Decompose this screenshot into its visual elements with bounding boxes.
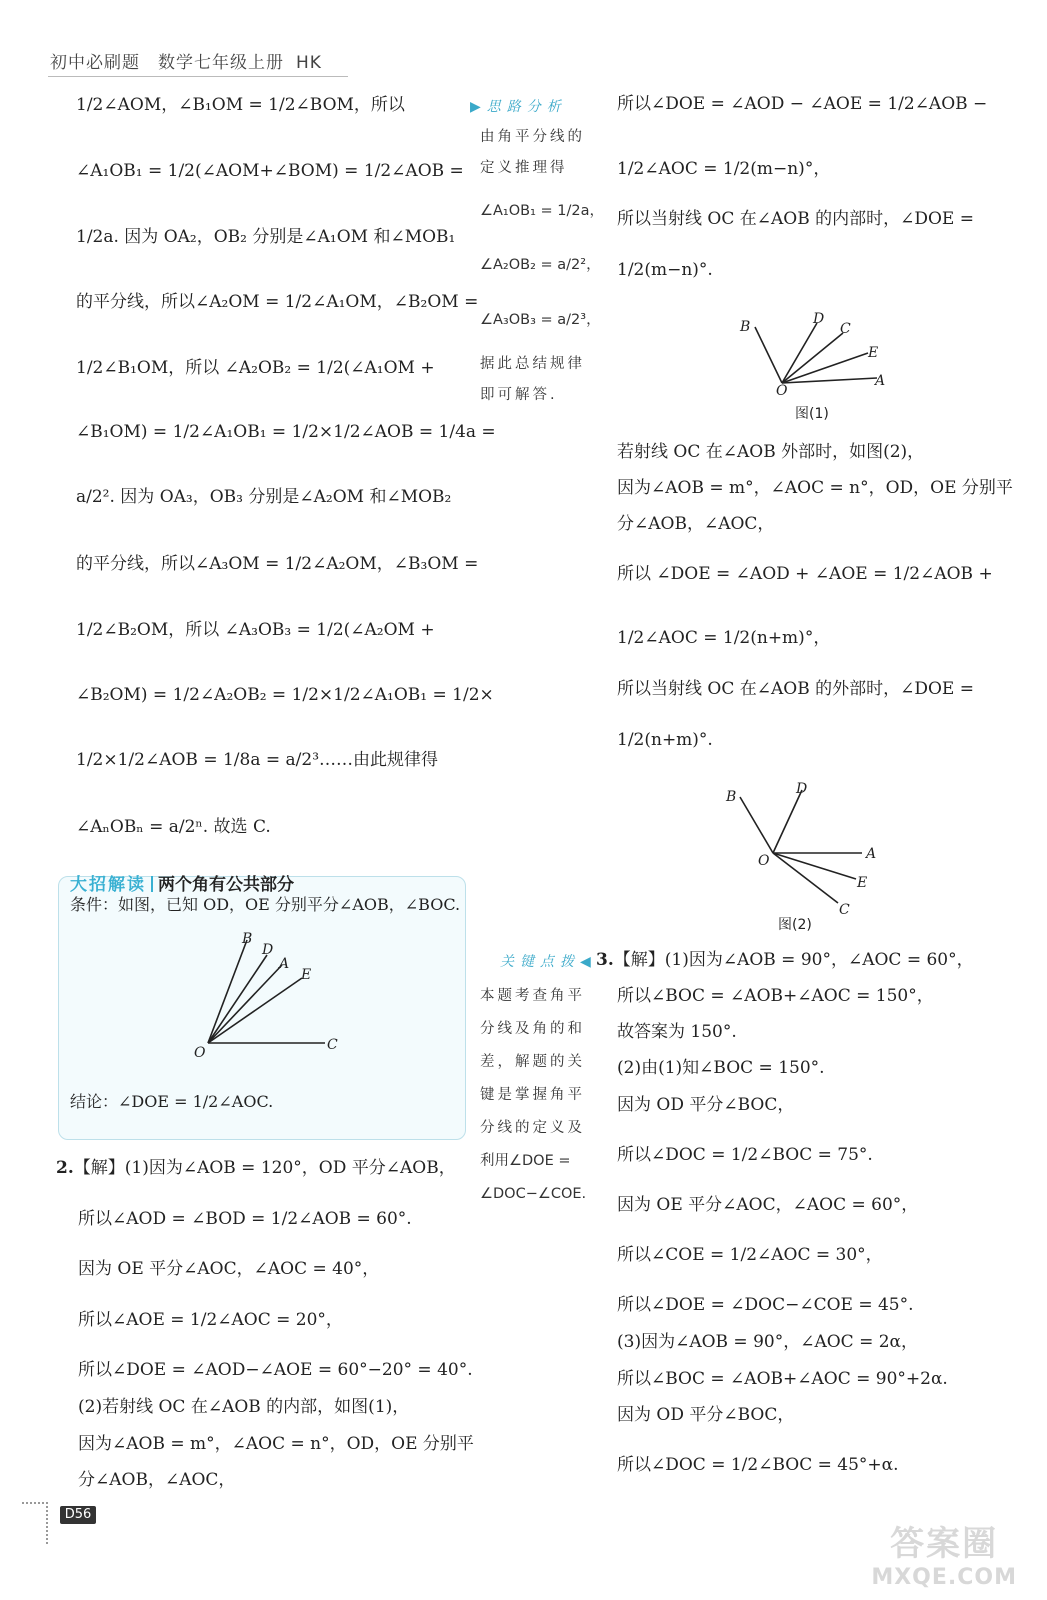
sidenote-line: 分线及角的和: [480, 1021, 585, 1037]
header-rule: [48, 76, 348, 77]
sidenote-line: 利用∠DOE =: [480, 1153, 571, 1169]
text-line: 1/2a. 因为 OA₂，OB₂ 分别是∠A₁OM 和∠MOB₁: [76, 227, 456, 247]
sidenote-tag-keypoint: 关键点拨◀: [500, 954, 597, 970]
text-line: 【解】(1)因为∠AOB = 120°，OD 平分∠AOB，: [73, 1158, 456, 1178]
text-line: ∠B₂OM) = 1/2∠A₂OB₂ = 1/2×1/2∠A₁OB₁ = 1/2×: [76, 685, 494, 705]
watermark-url: MXQE.COM: [871, 1565, 1017, 1590]
figure-1-caption: 图(1): [795, 406, 829, 422]
point-label: E: [301, 967, 312, 983]
figure-2-diagram: [720, 775, 885, 915]
text-line: 若射线 OC 在∠AOB 外部时，如图(2)，: [617, 442, 925, 462]
question-2-first-line: [56, 1156, 456, 1180]
text-line: 因为 OD 平分∠BOC，: [617, 1095, 795, 1115]
text-line: 所以∠BOC = ∠AOB+∠AOC = 150°，: [617, 986, 934, 1006]
text-line: 故答案为 150°.: [617, 1022, 737, 1042]
text-line: 分∠AOB，∠AOC，: [617, 514, 775, 534]
text-line: 分∠AOB，∠AOC，: [78, 1470, 236, 1490]
sidenote-line: 键是掌握角平: [480, 1087, 585, 1103]
point-label: O: [194, 1045, 206, 1061]
text-line: 所以 ∠DOE = ∠AOD + ∠AOE = 1/2∠AOB +: [617, 564, 993, 584]
point-label: A: [866, 846, 877, 862]
sidenote-line: 分线的定义及: [480, 1120, 585, 1136]
figure-1-diagram: [735, 305, 895, 400]
page-number: D56: [60, 1506, 96, 1524]
text-line: 因为 OE 平分∠AOC，∠AOC = 40°，: [78, 1259, 380, 1279]
text-line: ∠B₁OM) = 1/2∠A₁OB₁ = 1/2×1/2∠AOB = 1/4a =: [76, 422, 496, 442]
point-label: A: [875, 373, 886, 389]
edition-label: HK: [296, 53, 322, 73]
sidenote-line: 定义推理得: [480, 160, 568, 176]
point-label: D: [262, 942, 274, 958]
text-line: a/2². 因为 OA₃，OB₃ 分别是∠A₂OM 和∠MOB₂: [76, 487, 452, 507]
text-line: 所以∠DOE = ∠AOD − ∠AOE = 1/2∠AOB −: [617, 94, 988, 114]
text-line: 因为∠AOB = m°，∠AOC = n°，OD，OE 分别平: [617, 478, 1013, 498]
sidenote-line: ∠A₂OB₂ = a/2²，: [480, 257, 601, 273]
point-label: D: [796, 781, 808, 797]
text-line: 所以当射线 OC 在∠AOB 的内部时，∠DOE =: [617, 209, 974, 229]
text-line: 1/2∠B₂OM，所以 ∠A₃OB₃ = 1/2(∠A₂OM +: [76, 620, 435, 640]
text-line: 1/2∠AOC = 1/2(n+m)°，: [617, 628, 831, 648]
point-label: C: [840, 321, 851, 337]
sidenote-line: ∠A₃OB₃ = a/2³，: [480, 312, 601, 328]
text-line: 所以∠DOC = 1/2∠BOC = 45°+α.: [617, 1455, 899, 1475]
method-condition: 条件：如图，已知 OD，OE 分别平分∠AOB，∠BOC.: [70, 895, 461, 914]
watermark: [871, 1516, 1017, 1590]
sidenote-tag-analysis: ▶思路分析: [470, 99, 567, 115]
text-line: 所以∠AOD = ∠BOD = 1/2∠AOB = 60°.: [78, 1209, 412, 1229]
book-title: 初中必刷题 数学七年级上册: [50, 53, 284, 73]
text-line: 的平分线，所以∠A₂OM = 1/2∠A₁OM，∠B₂OM =: [76, 292, 479, 312]
text-line: 所以∠DOE = ∠AOD−∠AOE = 60°−20° = 40°.: [78, 1360, 473, 1380]
point-label: O: [776, 383, 788, 399]
point-label: C: [839, 902, 850, 915]
point-label: E: [857, 875, 868, 891]
text-line: 所以∠BOC = ∠AOB+∠AOC = 90°+2α.: [617, 1369, 948, 1389]
text-line: 所以∠DOE = ∠DOC−∠COE = 45°.: [617, 1295, 914, 1315]
point-label: A: [279, 956, 290, 972]
point-label: D: [813, 311, 825, 327]
text-line: 因为 OE 平分∠AOC，∠AOC = 60°，: [617, 1195, 919, 1215]
text-line: (2)若射线 OC 在∠AOB 的内部，如图(1)，: [78, 1397, 410, 1417]
method-box-subheading: 两个角有公共部分: [158, 875, 294, 895]
text-line: 因为 OD 平分∠BOC，: [617, 1405, 795, 1425]
question-number: 3.: [596, 950, 614, 970]
text-line: 1/2∠B₁OM，所以 ∠A₂OB₂ = 1/2(∠A₁OM +: [76, 358, 435, 378]
text-line: 所以∠COE = 1/2∠AOC = 30°，: [617, 1245, 883, 1265]
text-line: ∠A₁OB₁ = 1/2(∠AOM+∠BOM) = 1/2∠AOB =: [76, 161, 464, 181]
text-line: 1/2∠AOM，∠B₁OM = 1/2∠BOM，所以: [76, 95, 405, 115]
text-line: ∠AₙOBₙ = a/2ⁿ. 故选 C.: [76, 817, 271, 837]
sidenote-line: 本题考查角平: [480, 988, 585, 1004]
text-line: 1/2(n+m)°.: [617, 730, 713, 750]
sidenote-line: 差，解题的关: [480, 1054, 585, 1070]
point-label: B: [740, 319, 751, 335]
running-header: [50, 48, 322, 73]
point-label: B: [726, 789, 737, 805]
text-line: 的平分线，所以∠A₃OM = 1/2∠A₂OM，∠B₃OM =: [76, 554, 479, 574]
question-3-first-line: [596, 948, 974, 972]
text-line: 所以∠AOE = 1/2∠AOC = 20°，: [78, 1310, 343, 1330]
sidenote-line: 即可解答.: [480, 387, 558, 403]
watermark-text: 答案圈: [890, 1524, 999, 1564]
sidenote-line: ∠DOC−∠COE.: [480, 1186, 587, 1202]
sidenote-line: ∠A₁OB₁ = 1/2a，: [480, 203, 604, 219]
method-conclusion: 结论：∠DOE = 1/2∠AOC.: [70, 1092, 274, 1111]
point-label: E: [868, 345, 879, 361]
method-box-heading: 大招解读: [70, 875, 146, 895]
question-number: 2.: [56, 1158, 74, 1178]
text-line: 所以当射线 OC 在∠AOB 的外部时，∠DOE =: [617, 679, 974, 699]
text-line: (2)由(1)知∠BOC = 150°.: [617, 1058, 825, 1078]
text-line: (3)因为∠AOB = 90°，∠AOC = 2α，: [617, 1332, 919, 1352]
point-label: B: [242, 931, 253, 947]
method-box-title: [70, 870, 294, 895]
angle-diagram-box: [180, 925, 360, 1065]
point-label: C: [327, 1037, 338, 1053]
sidenote-line: 由角平分线的: [480, 129, 585, 145]
text-line: 1/2(m−n)°.: [617, 260, 713, 280]
text-line: 1/2×1/2∠AOB = 1/8a = a/2³……由此规律得: [76, 750, 439, 770]
text-line: 【解】(1)因为∠AOB = 90°，∠AOC = 60°，: [613, 950, 974, 970]
point-label: O: [758, 853, 770, 869]
sidenote-line: 据此总结规律: [480, 356, 585, 372]
text-line: 所以∠DOC = 1/2∠BOC = 75°.: [617, 1145, 873, 1165]
text-line: 1/2∠AOC = 1/2(m−n)°，: [617, 159, 831, 179]
page-corner-mark: [22, 1502, 48, 1544]
figure-2-caption: 图(2): [778, 917, 812, 933]
text-line: 因为∠AOB = m°，∠AOC = n°，OD，OE 分别平: [78, 1434, 474, 1454]
